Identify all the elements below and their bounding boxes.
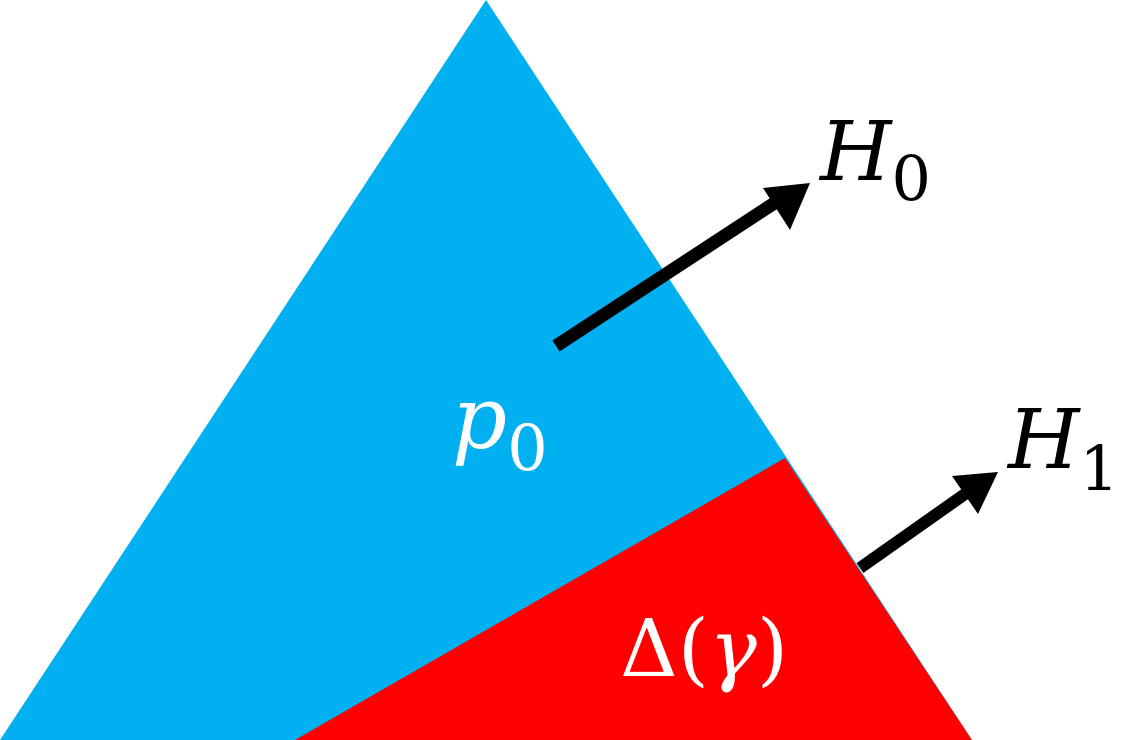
delta-gamma-label: Δ(γ) (620, 602, 789, 695)
h1-normal-arrow (860, 472, 998, 568)
p0-label: p0 (452, 369, 548, 486)
h1-label: H1 (1008, 393, 1119, 505)
h0-label: H0 (820, 105, 931, 215)
